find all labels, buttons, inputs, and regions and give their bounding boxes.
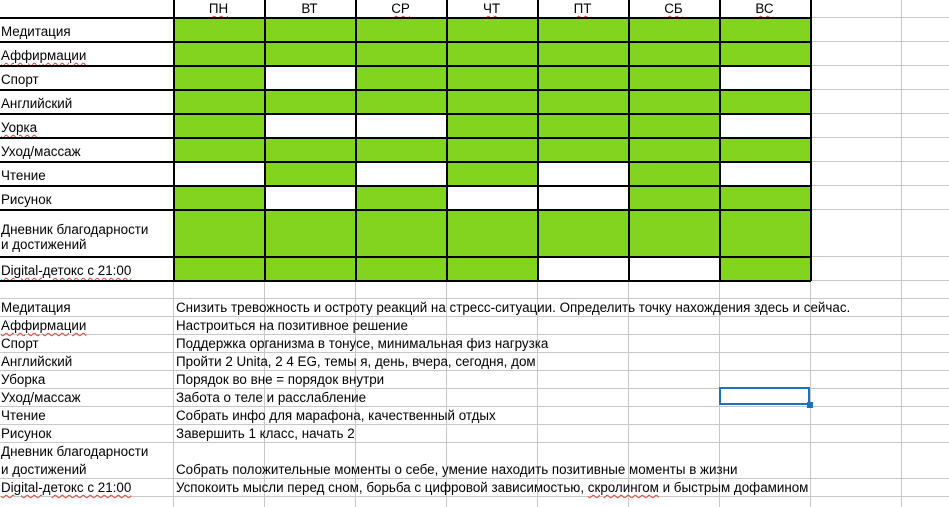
table-border — [0, 89, 811, 91]
day-header-wed[interactable]: СР — [391, 1, 410, 16]
status-cell-done[interactable] — [719, 89, 810, 113]
goal-text[interactable]: Настроиться на позитивное решение — [176, 318, 408, 333]
goal-text[interactable]: Завершить 1 класс, начать 2 — [176, 426, 355, 441]
habit-label[interactable]: Уход/массаж — [1, 144, 81, 159]
day-header-sat[interactable]: СБ — [664, 1, 683, 16]
day-header-fri[interactable]: ПТ — [573, 1, 592, 16]
status-cell-done[interactable] — [628, 89, 719, 113]
status-cell-done[interactable] — [537, 89, 628, 113]
status-cell-done[interactable] — [537, 137, 628, 161]
table-border — [355, 0, 357, 281]
autofill-handle[interactable] — [807, 402, 813, 408]
status-cell-done[interactable] — [264, 161, 355, 185]
goal-text[interactable]: Пройти 2 Unita, 2 4 EG, темы я, день, вчера, сегодня, дом — [176, 354, 536, 369]
day-header-tue[interactable]: ВТ — [301, 1, 318, 16]
status-cell-done[interactable] — [446, 137, 537, 161]
status-cell-done[interactable] — [446, 65, 537, 89]
status-cell-empty[interactable] — [537, 161, 628, 185]
status-cell-empty[interactable] — [264, 65, 355, 89]
gridline — [0, 424, 949, 425]
status-cell-done[interactable] — [173, 65, 264, 89]
status-cell-done[interactable] — [173, 185, 264, 209]
day-header-mon[interactable]: ПН — [208, 1, 229, 16]
table-border — [0, 137, 811, 139]
goal-habit[interactable]: Чтение — [1, 408, 46, 423]
status-cell-done[interactable] — [719, 41, 810, 65]
status-cell-done[interactable] — [628, 137, 719, 161]
habit-label[interactable]: Уорка — [1, 120, 38, 135]
gridline — [0, 334, 949, 335]
table-border — [628, 0, 630, 281]
status-cell-done[interactable] — [355, 209, 446, 256]
status-cell-done[interactable] — [446, 89, 537, 113]
status-cell-done[interactable] — [628, 185, 719, 209]
status-cell-done[interactable] — [537, 17, 628, 41]
habit-label[interactable]: Рисунок — [1, 192, 52, 207]
gridline — [0, 352, 949, 353]
status-cell-done[interactable] — [355, 89, 446, 113]
status-cell-done[interactable] — [446, 113, 537, 137]
table-border — [0, 41, 811, 43]
goal-text[interactable]: Собрать положительные моменты о себе, умение находить позитивные моменты в жизни — [176, 462, 738, 477]
status-cell-done[interactable] — [446, 161, 537, 185]
status-cell-empty[interactable] — [173, 161, 264, 185]
status-cell-done[interactable] — [719, 137, 810, 161]
table-border — [0, 185, 811, 187]
status-cell-empty[interactable] — [446, 185, 537, 209]
table-border — [173, 0, 175, 281]
table-border — [0, 17, 811, 19]
goal-habit[interactable]: Уборка — [1, 372, 46, 387]
status-cell-done[interactable] — [628, 113, 719, 137]
status-cell-empty[interactable] — [537, 185, 628, 209]
misspelled-word: скролингом — [587, 480, 659, 495]
status-cell-empty[interactable] — [264, 185, 355, 209]
gridline — [0, 370, 949, 371]
goal-text[interactable]: Забота о теле и расслабление — [176, 390, 367, 405]
status-cell-done[interactable] — [628, 17, 719, 41]
goal-habit[interactable]: Медитация — [1, 300, 71, 315]
status-cell-empty[interactable] — [719, 161, 810, 185]
selected-cell[interactable] — [719, 387, 810, 405]
status-cell-done[interactable] — [355, 137, 446, 161]
habit-label[interactable]: Аффирмации — [1, 48, 87, 63]
status-cell-done[interactable] — [628, 161, 719, 185]
table-border — [537, 0, 539, 281]
goal-text[interactable]: Поддержка организма в тонусе, минимальная физ нагрузка — [176, 336, 549, 351]
status-cell-done[interactable] — [537, 41, 628, 65]
status-cell-done[interactable] — [173, 137, 264, 161]
status-cell-done[interactable] — [264, 41, 355, 65]
status-cell-done[interactable] — [355, 256, 446, 280]
status-cell-empty[interactable] — [719, 113, 810, 137]
status-cell-done[interactable] — [355, 65, 446, 89]
goal-text[interactable]: Собрать инфо для марафона, качественный отдых — [176, 408, 496, 423]
goal-habit[interactable]: Дневник благодарности и достижений — [1, 444, 149, 477]
status-cell-empty[interactable] — [719, 65, 810, 89]
habit-label[interactable]: Медитация — [1, 24, 71, 39]
status-cell-done[interactable] — [446, 256, 537, 280]
gridline — [0, 316, 949, 317]
status-cell-done[interactable] — [446, 209, 537, 256]
status-cell-done[interactable] — [355, 41, 446, 65]
status-cell-done[interactable] — [264, 209, 355, 256]
habit-label[interactable]: Спорт — [1, 72, 39, 87]
gridline — [0, 496, 949, 497]
status-cell-done[interactable] — [719, 209, 810, 256]
gridline — [0, 478, 949, 479]
day-header-thu[interactable]: ЧТ — [482, 1, 501, 16]
goal-habit[interactable]: Уход/массаж — [1, 390, 81, 405]
status-cell-done[interactable] — [628, 65, 719, 89]
table-border — [810, 0, 812, 281]
goal-text[interactable]: Порядок во вне = порядок внутри — [176, 372, 385, 387]
status-cell-done[interactable] — [264, 89, 355, 113]
status-cell-done[interactable] — [537, 113, 628, 137]
status-cell-done[interactable] — [628, 41, 719, 65]
status-cell-done[interactable] — [264, 137, 355, 161]
goal-habit[interactable]: Спорт — [1, 336, 39, 351]
status-cell-done[interactable] — [355, 185, 446, 209]
status-cell-done[interactable] — [173, 41, 264, 65]
day-header-sun[interactable]: ВС — [755, 1, 774, 16]
status-cell-done[interactable] — [719, 185, 810, 209]
status-cell-empty[interactable] — [355, 113, 446, 137]
status-cell-done[interactable] — [719, 256, 810, 280]
status-cell-empty[interactable] — [355, 161, 446, 185]
status-cell-done[interactable] — [173, 209, 264, 256]
goal-habit[interactable]: Рисунок — [1, 426, 52, 441]
table-border — [0, 280, 811, 282]
status-cell-done[interactable] — [173, 89, 264, 113]
status-cell-done[interactable] — [173, 113, 264, 137]
habit-label[interactable]: Английский — [1, 96, 73, 111]
status-cell-empty[interactable] — [628, 256, 719, 280]
table-border — [0, 113, 811, 115]
status-cell-done[interactable] — [173, 17, 264, 41]
status-cell-done[interactable] — [537, 209, 628, 256]
gridline — [0, 442, 949, 443]
table-border — [264, 0, 266, 281]
gridline — [901, 0, 902, 507]
status-cell-empty[interactable] — [264, 113, 355, 137]
table-border — [0, 209, 811, 211]
status-cell-done[interactable] — [446, 41, 537, 65]
status-cell-done[interactable] — [355, 17, 446, 41]
status-cell-done[interactable] — [628, 209, 719, 256]
goal-habit[interactable]: Digital-детокс с 21:00 — [1, 480, 132, 495]
table-border — [0, 65, 811, 67]
status-cell-empty[interactable] — [537, 256, 628, 280]
status-cell-done[interactable] — [173, 256, 264, 280]
goal-habit[interactable]: Аффирмации — [1, 318, 87, 333]
table-border — [0, 161, 811, 163]
goal-habit[interactable]: Английский — [1, 354, 73, 369]
status-cell-done[interactable] — [264, 256, 355, 280]
gridline — [0, 298, 949, 299]
habit-label[interactable]: Дневник благодарности и достижений — [1, 222, 149, 252]
table-border — [446, 0, 448, 281]
habit-label[interactable]: Чтение — [1, 168, 46, 183]
status-cell-done[interactable] — [537, 65, 628, 89]
status-cell-done[interactable] — [719, 17, 810, 41]
status-cell-done[interactable] — [264, 17, 355, 41]
table-border — [0, 256, 811, 258]
table-border — [719, 0, 721, 281]
goal-text[interactable]: Снизить тревожность и остроту реакций на стресс-ситуации. Определить точку нахождения здесь и сейчас. — [176, 300, 851, 315]
status-cell-done[interactable] — [446, 17, 537, 41]
habit-label[interactable]: Digital-детокс с 21:00 — [1, 263, 132, 278]
goal-text[interactable]: Успокоить мысли перед сном, борьба с цифровой зависимостью, скролингом и быстрым дофамином — [176, 480, 809, 495]
